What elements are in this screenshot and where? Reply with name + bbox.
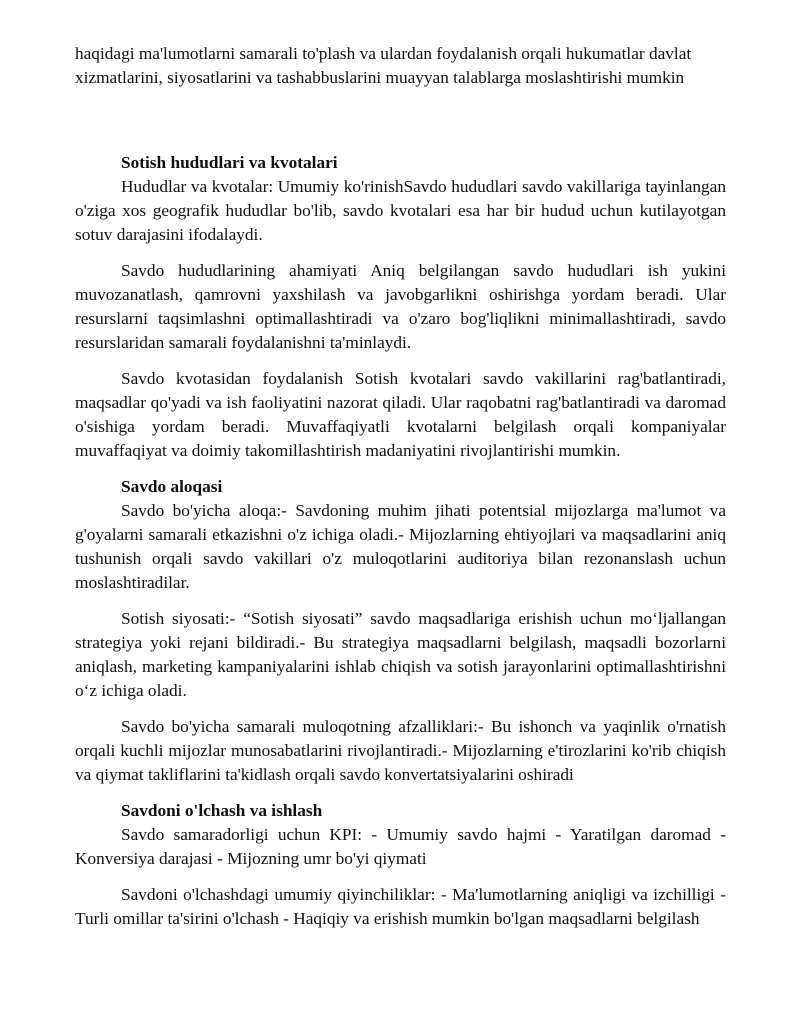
- section-heading-sales-measurement: Savdoni o'lchash va ishlash: [121, 801, 323, 820]
- paragraph-territories-overview: Hududlar va kvotalar: Umumiy ko'rinishSavdo hududlari savdo vakillariga tayinlangan o'ziga xos geografik hududlar bo'lib, savdo kvotalari esa har bir hudud uchun kutilayotgan sotuv darajasini ifodalaydi.: [75, 177, 726, 244]
- paragraph-quota-usage: Savdo kvotasidan foydalanish Sotish kvotalari savdo vakillarini rag'batlantiradi, maqsadlar qo'yadi va ish faoliyatini nazorat qiladi. Ular raqobatni rag'batlantiradi va daromad o'sishiga yordam beradi. Muvaffaqiyatli kvotalarni belgilash orqali kompaniyalar muvaffaqiyat va doimiy takomillashtirish madaniyatini rivojlantirishi mumkin.: [75, 369, 726, 460]
- paragraph-communication-benefits: Savdo bo'yicha samarali muloqotning afzalliklari:- Bu ishonch va yaqinlik o'rnatish orqali kuchli mijozlar munosabatlarini rivojlantiradi.- Mijozlarning e'tirozlarini ko'rib chiqish va qiymat takliflarini ta'kidlash orqali savdo konvertatsiyalarini oshiradi: [75, 717, 726, 784]
- section-heading-sales-territories: Sotish hududlari va kvotalari: [121, 153, 338, 172]
- paragraph-territories-importance: Savdo hududlarining ahamiyati Aniq belgilangan savdo hududlari ish yukini muvozanatlash, qamrovni yaxshilash va javobgarlikni oshirishga yordam beradi. Ular resurslarni taqsimlashni optimallashtiradi va o'zaro bog'liqlikni minimallashtiradi, savdo resurslaridan samarali foydalanishni ta'minlaydi.: [75, 261, 726, 352]
- paragraph-sales-kpi: Savdo samaradorligi uchun KPI: - Umumiy savdo hajmi - Yaratilgan daromad - Konversiya darajasi - Mijozning umr bo'yi qiymati: [75, 825, 726, 868]
- intro-paragraph: haqidagi ma'lumotlarni samarali to'plash va ulardan foydalanish orqali hukumatlar davlat xizmatlarini, siyosatlarini va tashabbuslarini muayyan talablarga moslashtirishi mumkin: [75, 44, 692, 87]
- paragraph-sales-policy: Sotish siyosati:- “Sotish siyosati” savdo maqsadlariga erishish uchun mo‘ljallangan strategiya yoki rejani bildiradi.- Bu strategiya maqsadlarni belgilash, maqsadli bozorlarni aniqlash, marketing kampaniyalarini ishlab chiqish va sotish jarayonlarini optimallashtirishni o‘z ichiga oladi.: [75, 609, 726, 700]
- paragraph-measurement-challenges: Savdoni o'lchashdagi umumiy qiyinchiliklar: - Ma'lumotlarning aniqligi va izchilligi - Turli omillar ta'sirini o'lchash - Haqiqiy va erishish mumkin bo'lgan maqsadlarni belgilash: [75, 885, 726, 928]
- section-heading-sales-communication: Savdo aloqasi: [121, 477, 223, 496]
- document-page: [75, 42, 726, 931]
- paragraph-sales-communication: Savdo bo'yicha aloqa:- Savdoning muhim jihati potentsial mijozlarga ma'lumot va g'oyalarni samarali etkazishni o'z ichiga oladi.- Mijozlarning ehtiyojlari va maqsadlarini aniq tushunish orqali savdo vakillari o'z muloqotlarini auditoriya bilan rezonanslash uchun moslashtiradilar.: [75, 501, 726, 592]
